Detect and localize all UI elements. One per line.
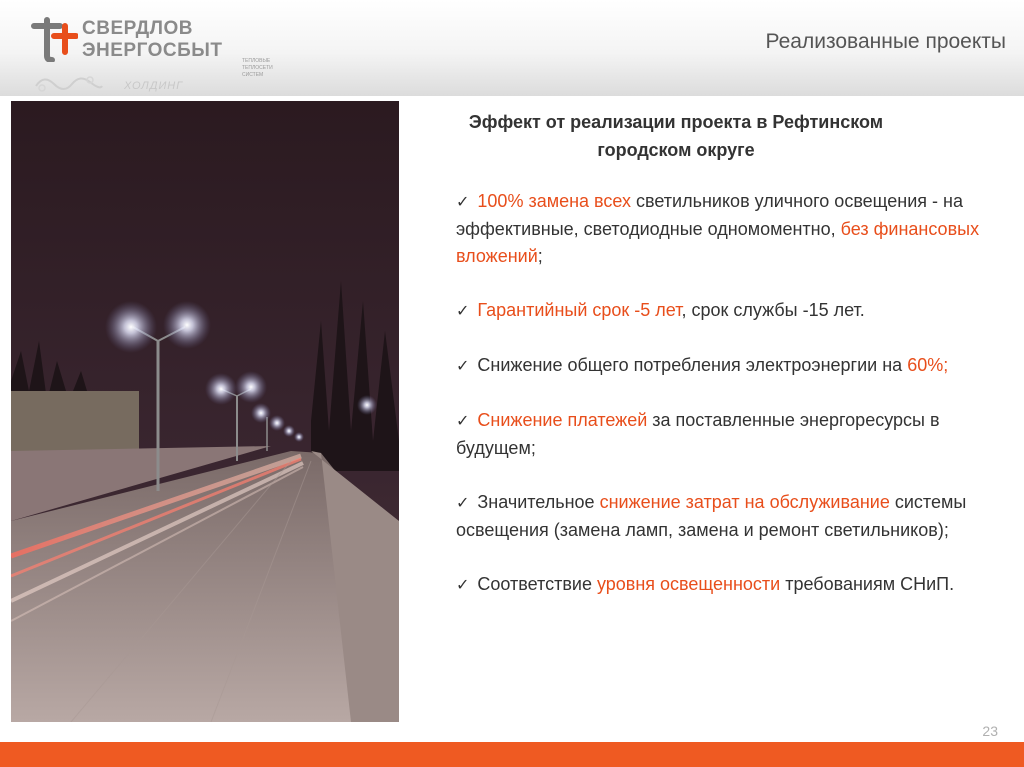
bullet-text: ; (537, 246, 543, 266)
slide-title: Реализованные проекты (765, 30, 1006, 53)
checkmark-icon: ✓ (456, 577, 470, 594)
logo-line-2: ЭНЕРГОСБЫТ (82, 40, 223, 61)
checkmark-icon: ✓ (456, 495, 470, 512)
company-logo (30, 14, 310, 94)
bullet-item (456, 407, 996, 462)
street-lighting-photo (11, 101, 399, 722)
bullet-text: требованиям СНиП. (780, 574, 955, 594)
logo-text (82, 18, 262, 64)
bullet-highlight-text: 100% замена всех (477, 191, 632, 211)
logo-mark-icon (30, 16, 78, 62)
checkmark-icon: ✓ (456, 358, 470, 375)
bullet-text: Значительное (477, 492, 600, 512)
bullet-item (456, 188, 996, 270)
bullet-highlight-text: без финансовых вложений (456, 219, 980, 266)
bullet-text: Снижение общего потребления электроэнергии на (477, 355, 908, 375)
bullet-highlight-text: 60%; (907, 355, 949, 375)
bullet-item (456, 571, 996, 599)
bullet-highlight-text: снижение затрат на обслуживание (599, 492, 890, 512)
bullet-text: светильников уличного освещения - на эффективные, светодиодные одномоментно, (456, 191, 963, 239)
logo-swirl-icon (34, 72, 104, 94)
bullet-text: за поставленные энергоресурсы в будущем; (456, 410, 940, 458)
checkmark-icon: ✓ (456, 194, 470, 211)
logo-small-line: ТЕПЛОСЕТИ (242, 65, 273, 71)
bullet-item (456, 297, 996, 325)
logo-small-text (242, 58, 302, 79)
bullet-list (456, 188, 996, 599)
logo-small-line: СИСТЕМ (242, 72, 264, 78)
footer-band (0, 742, 1024, 767)
logo-holding-text: ХОЛДИНГ (124, 80, 184, 92)
bullet-item (456, 352, 996, 380)
logo-small-line: ТЕПЛОВЫЕ (242, 58, 271, 64)
bullet-text: Соответствие (477, 574, 597, 594)
logo-line-1: СВЕРДЛОВ (82, 18, 193, 39)
checkmark-icon: ✓ (456, 303, 470, 320)
street-lighting-photo-image (11, 101, 399, 722)
bullet-highlight-text: Снижение платежей (477, 410, 648, 430)
content-title: Эффект от реализации проекта в Рефтинском городском округе (468, 112, 884, 160)
checkmark-icon: ✓ (456, 413, 470, 430)
bullet-item (456, 489, 996, 544)
bullet-highlight-text: Гарантийный срок -5 лет (477, 300, 682, 320)
bullet-text: , срок службы -15 лет. (681, 300, 865, 320)
bullet-highlight-text: уровня освещенности (596, 574, 781, 594)
content-block (456, 106, 996, 626)
bullet-text: системы освещения (замена ламп, замена и ремонт светильников); (456, 492, 967, 540)
page-number: 23 (982, 723, 998, 739)
